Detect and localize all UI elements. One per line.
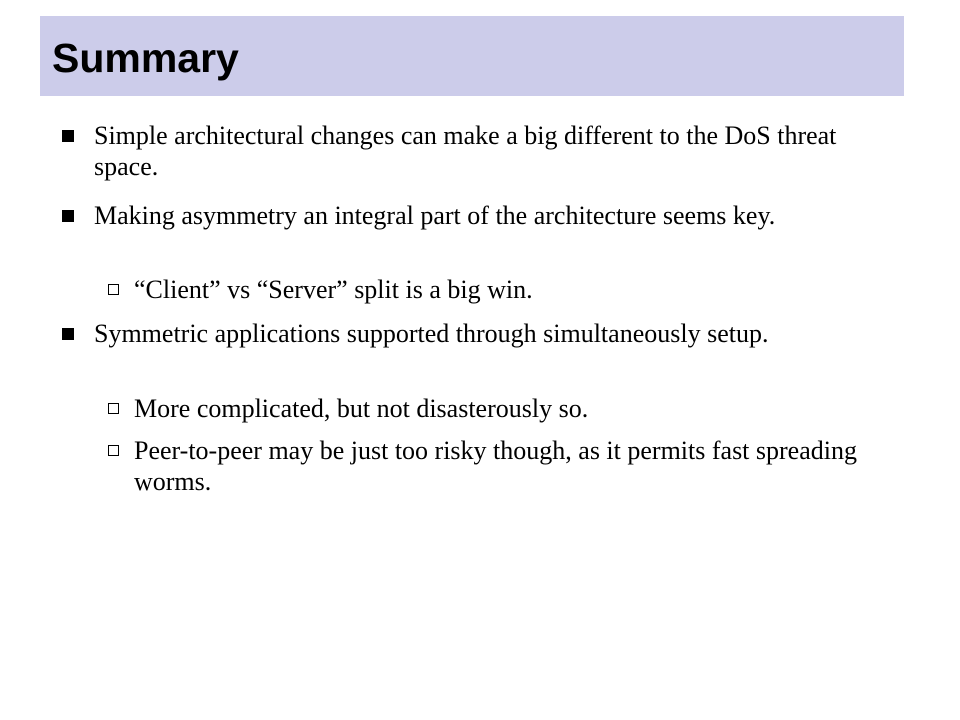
bullet-text: Making asymmetry an integral part of the architecture seems key. bbox=[94, 201, 776, 230]
bullet-text: Simple architectural changes can make a big different to the DoS threat space. bbox=[94, 121, 837, 181]
filled-square-bullet-icon bbox=[62, 130, 74, 142]
hollow-square-bullet-icon bbox=[108, 284, 119, 295]
slide-title: Summary bbox=[52, 35, 239, 81]
list-item bbox=[94, 318, 894, 349]
list-item bbox=[134, 274, 904, 305]
sub-bullet-text: Peer-to-peer may be just too risky though, as it permits fast spreading worms. bbox=[134, 436, 857, 496]
list-item bbox=[134, 435, 904, 497]
sub-bullet-text: “Client” vs “Server” split is a big win. bbox=[134, 275, 533, 304]
filled-square-bullet-icon bbox=[62, 210, 74, 222]
list-item bbox=[94, 120, 894, 182]
sub-bullet-text: More complicated, but not disasterously so. bbox=[134, 394, 589, 423]
bullet-text: Symmetric applications supported through simultaneously setup. bbox=[94, 319, 769, 348]
hollow-square-bullet-icon bbox=[108, 403, 119, 414]
filled-square-bullet-icon bbox=[62, 328, 74, 340]
hollow-square-bullet-icon bbox=[108, 445, 119, 456]
list-item bbox=[94, 200, 894, 231]
list-item bbox=[134, 393, 904, 424]
